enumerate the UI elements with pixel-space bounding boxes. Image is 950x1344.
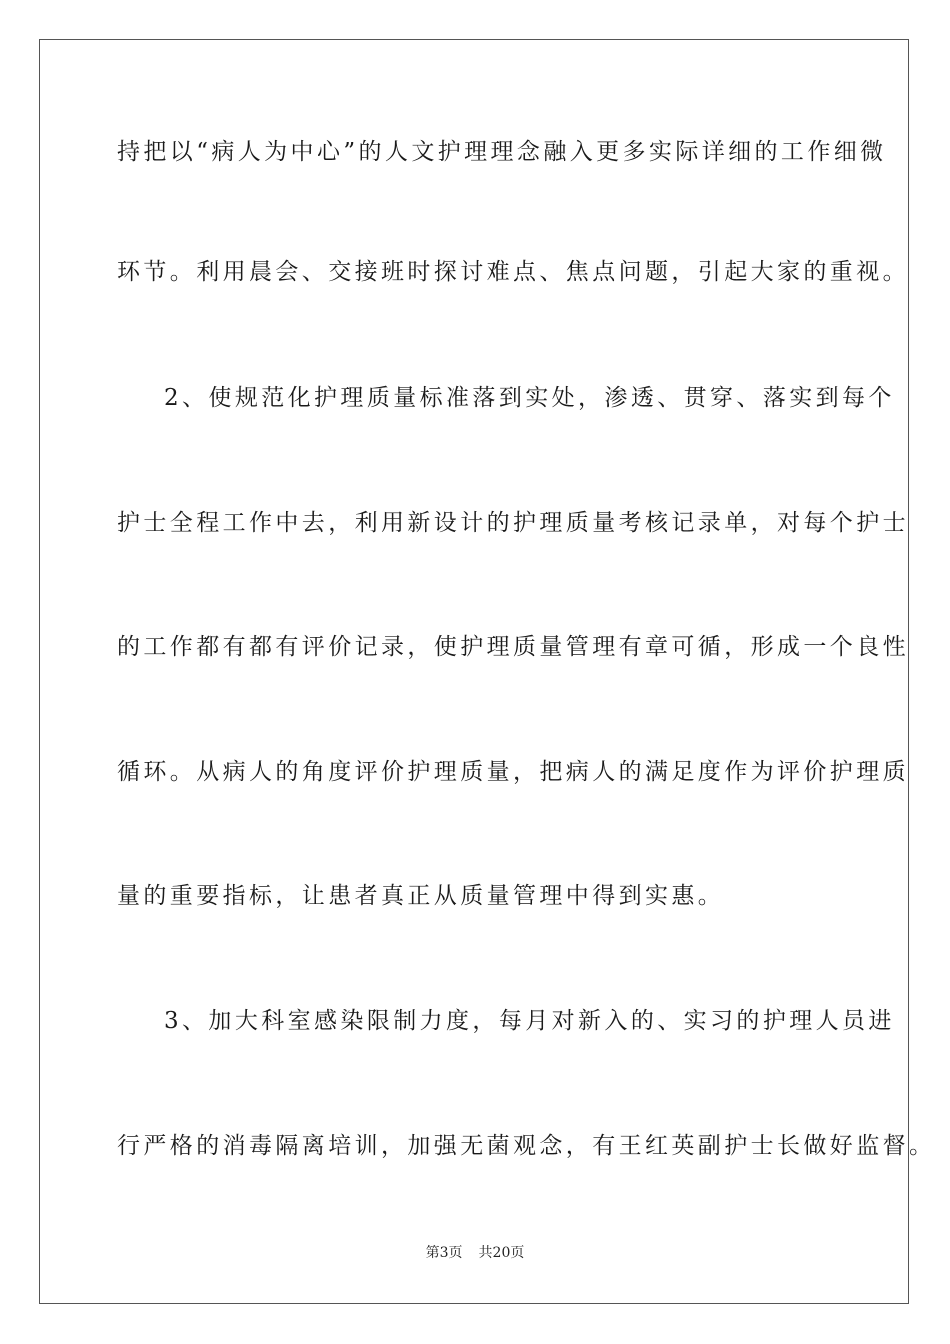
page-number: 第3页: [425, 1245, 463, 1261]
page-total: 共20页: [478, 1245, 525, 1261]
page-border: [39, 39, 936, 1304]
text-line-8: 3、加大科室感染限制力度，每月对新入的、实习的护理人员进: [164, 1008, 895, 1034]
text-line-2: 环节。利用晨会、交接班时探讨难点、焦点问题，引起大家的重视。: [117, 259, 909, 285]
text-line-3: 2、使规范化护理质量标准落到实处，渗透、贯穿、落实到每个: [164, 385, 895, 411]
text-line-4: 护士全程工作中去，利用新设计的护理质量考核记录单，对每个护士: [117, 510, 909, 536]
text-line-7: 量的重要指标，让患者真正从质量管理中得到实惠。: [117, 883, 725, 909]
text-line-6: 循环。从病人的角度评价护理质量，把病人的满足度作为评价护理质: [117, 759, 909, 785]
text-line-9: 行严格的消毒隔离培训，加强无菌观念，有王红英副护士长做好监督。: [117, 1133, 936, 1159]
text-line-5: 的工作都有都有评价记录，使护理质量管理有章可循，形成一个良性: [117, 634, 909, 660]
page-footer: [0, 1244, 950, 1262]
text-line-1: 持把以“病人为中心”的人文护理理念融入更多实际详细的工作细微: [117, 139, 887, 165]
